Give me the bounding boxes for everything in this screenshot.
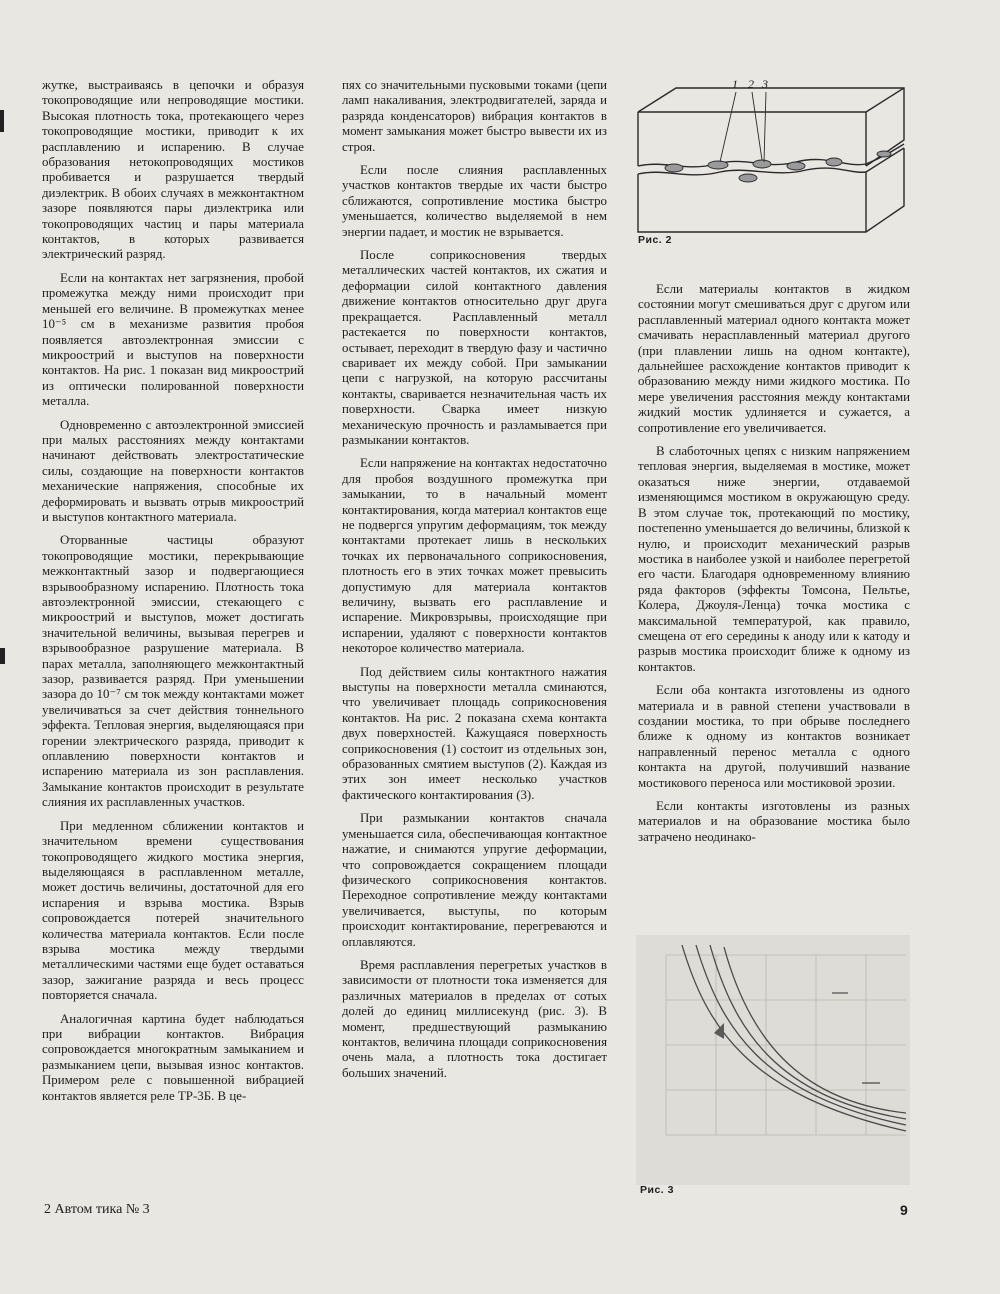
margin-mark-top <box>0 110 4 132</box>
paragraph: Если оба контакта изготовлены из одного материала и в равной степени участвовали в создании мостика, то при обрыве последнего ближе к одному из контактов возникает направленный перенос металла с одного контакта на другой, получивший название мостикового переноса или мостиковой эрозии. <box>638 683 910 790</box>
paragraph: Под действием силы контактного нажатия выступы на поверхности металла сминаются, что увеличивает площадь соприкосновения контактов. На рис. 2 показана схема контакта двух поверхностей. Кажущаяся поверхность соприкосновения (1) состоит из отдельных зон, образованных смятием выступов (2). Каждая из этих зон имеет несколько участков фактического контактирования (3). <box>342 664 607 802</box>
paragraph: После соприкосновения твердых металлических частей контактов, их сжатия и деформации силой контактного давления движение контактов относительно друг друга прекращается. Расплавленный металл растекается по поверхности контактов, остывает, переходит в твердую фазу и частично сваривает их между собой. При замыкании цепи с нагрузкой, на которую рассчитаны контакты, сваривается незначительная часть их поверхности. Сварка имеет низкую механическую прочность и разламывается при размыкании контактов. <box>342 248 607 447</box>
paragraph: В слаботочных цепях с низким напряжением тепловая энергия, выделяемая в мостике, может оказаться ниже энергии, отдаваемой изменяющимся мостиком в окружающую среду. В этом случае ток, протекающий по мостику, постепенно уменьшается до величины, близкой к нулю, и происходит механический разрыв мостика в наиболее узкой и наиболее перегретой его части. Благодаря одновременному влиянию ряда факторов (эффекты Томсона, Пельтье, Колера, Джоуля-Ленца) точка мостика с максимальной температурой, как правило, смещена от его середины к аноду или к катоду и разрыв мостика происходит ближе к одному из контактов. <box>638 444 910 674</box>
paragraph: Если контакты изготовлены из разных материалов и на образование мостика было затрачено неодинако- <box>638 799 910 844</box>
figure-2-caption: Рис. 2 <box>638 234 672 246</box>
margin-mark-middle <box>0 648 5 664</box>
paragraph: Время расплавления перегретых участков в зависимости от плотности тока изменяется для различных материалов в пределах от сотых долей до единиц миллисекунд (рис. 3). В момент, предшествующий размыканию контактов, величина площади соприкосновения очень мала, а плотность тока достигает больших значений. <box>342 957 607 1080</box>
paragraph: жутке, выстраиваясь в цепочки и образуя токопроводящие или непроводящие мостики. Высокая плотность тока, протекающего через токопроводящие мостики, приводит к их расплавлению и испарению. В случае образования нетокопроводящих мостиков пробивается и разрушается твердый диэлектрик. В обоих случаях в межконтактном зазоре появляются пары диэлектрика или токопроводящих частиц и пары материала контактов, в которых развивается электрический разряд. <box>42 78 304 262</box>
paragraph: Аналогичная картина будет наблюдаться при вибрации контактов. Вибрация сопровождается многократным замыканием и размыканием цепи, вызывая износ контактов. Примером реле с повышенной вибрацией контактов является реле ТР-3Б. В це- <box>42 1011 304 1103</box>
figure-2-contact-diagram <box>636 74 906 249</box>
footer-issue-label: 2 Автом тика № 3 <box>44 1202 150 1217</box>
figure-3-melting-time-graph <box>636 935 910 1185</box>
paragraph: Одновременно с автоэлектронной эмиссией при малых расстояниях между контактами начинают действовать электростатические силы, создающие на поверхности контактов механические напряжения, способные их деформировать и вызвать отрыв микроострий и выступов контактного материала. <box>42 417 304 524</box>
paragraph: При медленном сближении контактов и значительном времени существования токопроводящего жидкого мостика энергия, выделяющаяся в расплавленном металле, может достичь величины, достаточной для его испарения и взрыва мостика. Взрыв сопровождается потерей значительного количества материала контактов. Если после взрыва мостика между твердыми металлическими частями еще будет оставаться зазор, зажигание разряда и весь процесс повторяется сначала. <box>42 818 304 1003</box>
paragraph: Если после слияния расплавленных участков контактов твердые их части быстро сближаются, сопротивление мостика быстро уменьшается, количество выделяемой в нем энергии падает, и мостик не взрывается. <box>342 163 607 239</box>
paragraph: пях со значительными пусковыми токами (цепи ламп накаливания, электродвигателей, заряда и разряда конденсаторов) вибрация контактов в момент замыкания может быстро вывести их из строя. <box>342 78 607 154</box>
paragraph: Если материалы контактов в жидком состоянии могут смешиваться друг с другом или расплавленный материал одного контакта может смачивать нерасплавленный материал другого (при плавлении лишь на одном контакте), дальнейшее расхождение контактов приводит к образованию между ними жидкого мостика. По мере увеличения расстояния между контактами жидкий мостик удлиняется и сужается, а сопротивление его увеличивается. <box>638 282 910 435</box>
paragraph: Если на контактах нет загрязнения, пробой промежутка между ними происходит при меньшей его величине. В промежутках менее 10⁻⁵ см в механизме развития пробоя появляется автоэлектронная эмиссии с микроострий и выступов на поверхности контактов. На рис. 1 показан вид микроострий из оптически полированной поверхности металла. <box>42 270 304 409</box>
figure-2-label-1: 1 <box>732 77 738 91</box>
figure-2-label-2: 2 <box>748 77 754 91</box>
paragraph: Если напряжение на контактах недостаточно для пробоя воздушного промежутка при замыкании, то в начальный момент контактирования, когда материал контактов еще не подвергся упругим деформациям, ток между контактами протекает лишь в нескольких точках их первоначального соприкосновения, плотность его в этих точках может превысить допустимую для материала контактов величину, вызвать его расплавление и испарение. Микровзрывы, происходящие при испарении, удаляют с поверхности контактов некоторое количество материала. <box>342 456 607 656</box>
page-number: 9 <box>900 1202 908 1218</box>
figure-3-caption: Рис. 3 <box>640 1184 674 1196</box>
text-column-3 <box>638 282 910 853</box>
paragraph: Оторванные частицы образуют токопроводящие мостики, перекрывающие межконтактный зазор и подвергающиеся взрывообразному испарению. Плотность тока автоэлектронной эмиссии, стекающего с микроострий и выступов, может достигать значительной величины, вызывая перегрев и взрывообразное разрушение материала. В парах металла, заполняющего межконтактный зазор, развивается разряд. При уменьшении зазора до 10⁻⁷ см ток между контактами может увеличиваться за счет действия тоннельного эффекта. Тепловая энергия, выделяющаяся при горении электрического разряда, приводит к оплавлению поверхности контактов и испарению материала из зон расплавления. Замыкание контактов происходит в результате слияния их расплавленных участков. <box>42 533 304 810</box>
paragraph: При размыкании контактов сначала уменьшается сила, обеспечивающая контактное нажатие, и снимаются упругие деформации, что сопровождается сокращением площади физического соприкосновения контактов. Переходное сопротивление между контактами увеличивается, выступы, по которым происходит контактирование, перегреваются и оплавляются. <box>342 811 607 949</box>
text-column-2 <box>342 78 607 1089</box>
text-column-1 <box>42 78 304 1112</box>
figure-2-label-3: 3 <box>762 77 768 91</box>
